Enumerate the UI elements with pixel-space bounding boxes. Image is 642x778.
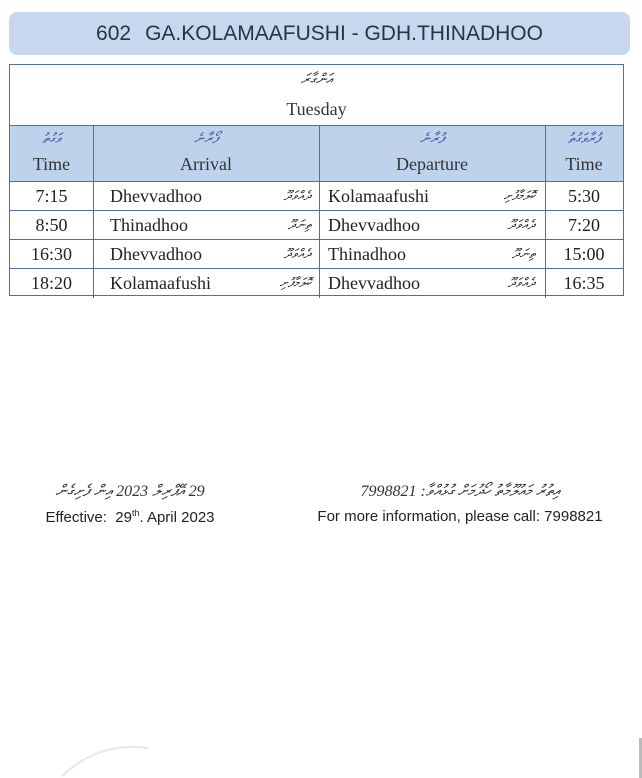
departure-time: 16:35 <box>563 273 605 293</box>
arrival-island: Thinadhoo <box>110 215 188 235</box>
divider <box>319 126 320 181</box>
table-row <box>10 182 623 211</box>
decorative-swoosh <box>60 740 150 777</box>
route-number: 602 <box>96 21 132 45</box>
divider <box>93 211 94 239</box>
arrival-island-dhivehi: ދެއްވަދޫ <box>283 246 311 261</box>
day-label-dhivehi: އަންގާރަ <box>300 72 333 88</box>
departure-island-dhivehi: ދެއްވަދޫ <box>507 275 535 290</box>
effective-date-dhivehi: 29 އޭޕްރިލް 2023 އިން ފެށިގެން <box>55 483 205 500</box>
col-arrival-label: Arrival <box>180 154 232 174</box>
divider <box>545 240 546 268</box>
divider <box>545 211 546 239</box>
table-header <box>10 125 623 182</box>
departure-island-dhivehi: ތިނަދޫ <box>511 246 535 261</box>
departure-island: Kolamaafushi <box>328 186 429 206</box>
effective-month-year: . April 2023 <box>139 509 215 526</box>
day-label: Tuesday <box>286 99 347 119</box>
divider <box>319 240 320 268</box>
col-arrival-time-dhivehi: ވަގުތު <box>42 132 61 147</box>
divider <box>319 211 320 239</box>
col-departure-dhivehi: ފުރާނެ <box>420 132 444 147</box>
effective-suffix: th <box>131 508 140 518</box>
route-name: GA.KOLAMAAFUSHI - GDH.THINADHOO <box>145 21 543 45</box>
arrival-island: Dhevvadhoo <box>110 186 202 206</box>
arrival-time: 7:15 <box>35 186 68 206</box>
arrival-island-dhivehi: ތިނަދޫ <box>287 217 311 232</box>
col-arrival <box>93 126 319 181</box>
contact-info-block <box>310 480 610 525</box>
divider <box>545 182 546 210</box>
divider <box>319 269 320 298</box>
col-arrival-time <box>10 126 93 181</box>
contact-info-dhivehi: އިތުރު މައުލޫމާތު ހޯދުމަށް ގުޅުއްވާ: 7998821 <box>360 483 560 500</box>
divider <box>93 126 94 181</box>
arrival-time: 18:20 <box>30 273 72 293</box>
departure-island-dhivehi: ދެއްވަދޫ <box>507 217 535 232</box>
contact-info: For more information, please call: 7998821 <box>317 508 603 525</box>
col-arrival-time-label: Time <box>32 154 71 174</box>
divider <box>545 126 546 181</box>
departure-time: 7:20 <box>567 215 600 235</box>
divider <box>545 269 546 298</box>
divider <box>93 240 94 268</box>
col-arrival-dhivehi: ފޯރާނެ <box>194 132 218 147</box>
departure-island-dhivehi: ކޮލަމާފުށި <box>503 188 535 203</box>
departure-time: 5:30 <box>567 186 600 206</box>
arrival-island: Kolamaafushi <box>110 273 211 293</box>
table-row <box>10 211 623 240</box>
col-departure <box>319 126 545 181</box>
arrival-time: 8:50 <box>35 215 68 235</box>
effective-day: 29 <box>115 509 132 526</box>
schedule-table <box>9 64 624 296</box>
arrival-island: Dhevvadhoo <box>110 244 202 264</box>
route-title-bar <box>9 12 630 55</box>
departure-time: 15:00 <box>563 244 605 264</box>
departure-island: Dhevvadhoo <box>328 273 420 293</box>
divider <box>319 182 320 210</box>
arrival-time: 16:30 <box>30 244 72 264</box>
effective-date-block <box>30 480 230 526</box>
col-departure-time-label: Time <box>565 154 603 174</box>
departure-island: Thinadhoo <box>328 244 406 264</box>
arrival-island-dhivehi: ދެއްވަދޫ <box>283 188 311 203</box>
col-departure-time-dhivehi: ފުރާވަގުތު <box>567 132 601 147</box>
col-departure-time <box>545 126 623 181</box>
table-row <box>10 269 623 298</box>
divider <box>93 269 94 298</box>
effective-date <box>30 508 230 526</box>
divider <box>93 182 94 210</box>
departure-island: Dhevvadhoo <box>328 215 420 235</box>
arrival-island-dhivehi: ކޮލަމާފުށި <box>279 275 311 290</box>
table-row <box>10 240 623 269</box>
effective-label: Effective: <box>45 509 107 526</box>
col-departure-label: Departure <box>396 154 468 174</box>
